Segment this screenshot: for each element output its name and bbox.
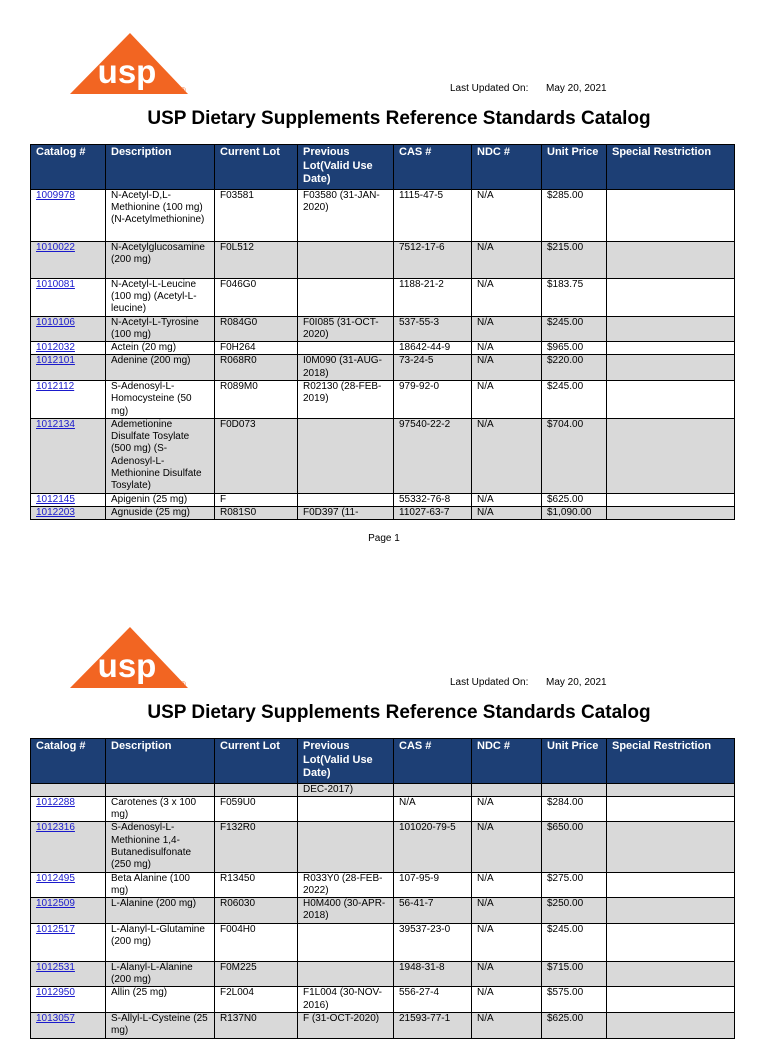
last-updated-label: Last Updated On: bbox=[450, 677, 529, 688]
page-title: USP Dietary Supplements Reference Standards Catalog bbox=[147, 702, 651, 723]
col-description: Description bbox=[106, 739, 215, 784]
catalog-cell bbox=[31, 796, 106, 822]
table-row bbox=[31, 872, 735, 898]
catalog-link[interactable]: 1010022 bbox=[36, 241, 75, 253]
restriction-cell bbox=[607, 872, 735, 898]
catalog-link[interactable]: 1012531 bbox=[36, 961, 75, 973]
description-cell: L-Alanyl-L-Glutamine (200 mg) bbox=[106, 923, 215, 961]
current-lot-cell: R13450 bbox=[215, 872, 298, 898]
ndc-cell: N/A bbox=[472, 241, 542, 278]
table-row bbox=[31, 987, 735, 1013]
cas-cell: 1188-21-2 bbox=[394, 278, 472, 316]
registered-mark: ® bbox=[180, 680, 186, 689]
current-lot-cell: F0D073 bbox=[215, 418, 298, 493]
col-cas: CAS # bbox=[394, 145, 472, 190]
col-description: Description bbox=[106, 145, 215, 190]
table-row bbox=[31, 1012, 735, 1038]
current-lot-cell: R084G0 bbox=[215, 316, 298, 342]
catalog-link[interactable]: 1012101 bbox=[36, 355, 75, 367]
ndc-cell: N/A bbox=[472, 961, 542, 987]
previous-lot-cell bbox=[298, 796, 394, 822]
catalog-cell bbox=[31, 923, 106, 961]
current-lot-cell: R081S0 bbox=[215, 507, 298, 520]
catalog-link[interactable]: 1013057 bbox=[36, 1012, 75, 1024]
description-cell: N-Acetylglucosamine (200 mg) bbox=[106, 241, 215, 278]
catalog-link[interactable]: 1012517 bbox=[36, 923, 75, 935]
table-row bbox=[31, 961, 735, 987]
price-cell: $245.00 bbox=[542, 380, 607, 418]
price-cell: $715.00 bbox=[542, 961, 607, 987]
cas-cell: 107-95-9 bbox=[394, 872, 472, 898]
last-updated-date: May 20, 2021 bbox=[546, 83, 607, 94]
catalog-cell bbox=[31, 872, 106, 898]
previous-lot-cell: R033Y0 (28-FEB-2022) bbox=[298, 872, 394, 898]
catalog-link[interactable]: 1009978 bbox=[36, 189, 75, 201]
catalog-link[interactable]: 1012509 bbox=[36, 898, 75, 910]
catalog-cell bbox=[31, 961, 106, 987]
ndc-cell: N/A bbox=[472, 872, 542, 898]
description-cell: Apigenin (25 mg) bbox=[106, 493, 215, 506]
col-unit-price: Unit Price bbox=[542, 145, 607, 190]
ndc-cell: N/A bbox=[472, 418, 542, 493]
price-cell: $650.00 bbox=[542, 822, 607, 872]
cas-cell: 73-24-5 bbox=[394, 355, 472, 381]
price-cell: $220.00 bbox=[542, 355, 607, 381]
price-cell: $284.00 bbox=[542, 796, 607, 822]
description-cell: S-Allyl-L-Cysteine (25 mg) bbox=[106, 1012, 215, 1038]
previous-lot-cell bbox=[298, 923, 394, 961]
col-cas: CAS # bbox=[394, 739, 472, 784]
catalog-table bbox=[30, 738, 735, 1039]
catalog-cell bbox=[31, 783, 106, 796]
ndc-cell: N/A bbox=[472, 189, 542, 241]
table-row bbox=[31, 822, 735, 872]
current-lot-cell: R068R0 bbox=[215, 355, 298, 381]
description-cell: Actein (20 mg) bbox=[106, 342, 215, 355]
col-ndc: NDC # bbox=[472, 739, 542, 784]
cas-cell: 537-55-3 bbox=[394, 316, 472, 342]
ndc-cell: N/A bbox=[472, 987, 542, 1013]
price-cell: $275.00 bbox=[542, 872, 607, 898]
price-cell: $215.00 bbox=[542, 241, 607, 278]
catalog-link[interactable]: 1010106 bbox=[36, 316, 75, 328]
ndc-cell: N/A bbox=[472, 493, 542, 506]
price-cell: $625.00 bbox=[542, 1012, 607, 1038]
catalog-link[interactable]: 1012203 bbox=[36, 507, 75, 519]
catalog-link[interactable]: 1012032 bbox=[36, 342, 75, 354]
col-catalog: Catalog # bbox=[31, 145, 106, 190]
restriction-cell bbox=[607, 822, 735, 872]
previous-lot-cell: F03580 (31-JAN-2020) bbox=[298, 189, 394, 241]
cas-cell: 21593-77-1 bbox=[394, 1012, 472, 1038]
restriction-cell bbox=[607, 961, 735, 987]
price-cell bbox=[542, 783, 607, 796]
price-cell: $245.00 bbox=[542, 923, 607, 961]
catalog-cell bbox=[31, 822, 106, 872]
price-cell: $575.00 bbox=[542, 987, 607, 1013]
col-ndc: NDC # bbox=[472, 145, 542, 190]
cas-cell: 1948-31-8 bbox=[394, 961, 472, 987]
current-lot-cell: F132R0 bbox=[215, 822, 298, 872]
catalog-link[interactable]: 1012495 bbox=[36, 872, 75, 884]
col-catalog: Catalog # bbox=[31, 739, 106, 784]
ndc-cell: N/A bbox=[472, 796, 542, 822]
description-cell: L-Alanyl-L-Alanine (200 mg) bbox=[106, 961, 215, 987]
restriction-cell bbox=[607, 923, 735, 961]
current-lot-cell bbox=[215, 783, 298, 796]
price-cell: $250.00 bbox=[542, 898, 607, 924]
ndc-cell: N/A bbox=[472, 380, 542, 418]
description-cell: Adenine (200 mg) bbox=[106, 355, 215, 381]
price-cell: $183.75 bbox=[542, 278, 607, 316]
table-row bbox=[31, 796, 735, 822]
previous-lot-cell: F1L004 (30-NOV-2016) bbox=[298, 987, 394, 1013]
description-cell: Allin (25 mg) bbox=[106, 987, 215, 1013]
col-current-lot: Current Lot bbox=[215, 145, 298, 190]
description-cell: N-Acetyl-D,L-Methionine (100 mg) (N-Acetylmethionine) bbox=[106, 189, 215, 241]
cas-cell: 39537-23-0 bbox=[394, 923, 472, 961]
restriction-cell bbox=[607, 1012, 735, 1038]
current-lot-cell: F0M225 bbox=[215, 961, 298, 987]
current-lot-cell: F2L004 bbox=[215, 987, 298, 1013]
current-lot-cell: F004H0 bbox=[215, 923, 298, 961]
cas-cell bbox=[394, 783, 472, 796]
previous-lot-cell: F0D397 (11- bbox=[298, 507, 394, 520]
ndc-cell: N/A bbox=[472, 342, 542, 355]
restriction-cell bbox=[607, 796, 735, 822]
ndc-cell: N/A bbox=[472, 278, 542, 316]
description-cell: S-Adenosyl-L-Methionine 1,4-Butanedisulfonate (250 mg) bbox=[106, 822, 215, 872]
cas-cell: 56-41-7 bbox=[394, 898, 472, 924]
catalog-link[interactable]: 1012112 bbox=[36, 380, 75, 392]
price-cell: $704.00 bbox=[542, 418, 607, 493]
description-cell: L-Alanine (200 mg) bbox=[106, 898, 215, 924]
catalog-link[interactable]: 1010081 bbox=[36, 278, 75, 290]
cas-cell: 55332-76-8 bbox=[394, 493, 472, 506]
page-title: USP Dietary Supplements Reference Standards Catalog bbox=[147, 108, 651, 129]
col-special-restriction: Special Restriction bbox=[607, 145, 735, 190]
cas-cell: 979-92-0 bbox=[394, 380, 472, 418]
table-header-row bbox=[31, 739, 735, 784]
restriction-cell bbox=[607, 783, 735, 796]
price-cell: $625.00 bbox=[542, 493, 607, 506]
col-special-restriction: Special Restriction bbox=[607, 739, 735, 784]
current-lot-cell: F059U0 bbox=[215, 796, 298, 822]
col-unit-price: Unit Price bbox=[542, 739, 607, 784]
last-updated bbox=[450, 677, 607, 688]
col-current-lot: Current Lot bbox=[215, 739, 298, 784]
previous-lot-cell bbox=[298, 822, 394, 872]
cas-cell: 11027-63-7 bbox=[394, 507, 472, 520]
current-lot-cell: F0H264 bbox=[215, 342, 298, 355]
ndc-cell: N/A bbox=[472, 923, 542, 961]
current-lot-cell: R137N0 bbox=[215, 1012, 298, 1038]
previous-lot-cell: F0I085 (31-OCT-2020) bbox=[298, 316, 394, 342]
previous-lot-cell bbox=[298, 961, 394, 987]
previous-lot-cell: F (31-OCT-2020) bbox=[298, 1012, 394, 1038]
restriction-cell bbox=[607, 987, 735, 1013]
catalog-link[interactable]: 1012145 bbox=[36, 493, 75, 505]
current-lot-cell: F046G0 bbox=[215, 278, 298, 316]
cas-cell: 97540-22-2 bbox=[394, 418, 472, 493]
current-lot-cell: F0L512 bbox=[215, 241, 298, 278]
ndc-cell: N/A bbox=[472, 507, 542, 520]
previous-lot-cell: H0M400 (30-APR-2018) bbox=[298, 898, 394, 924]
description-cell bbox=[106, 783, 215, 796]
ndc-cell: N/A bbox=[472, 1012, 542, 1038]
description-cell: S-Adenosyl-L-Homocysteine (50 mg) bbox=[106, 380, 215, 418]
price-cell: $1,090.00 bbox=[542, 507, 607, 520]
last-updated-date: May 20, 2021 bbox=[546, 677, 607, 688]
description-cell: N-Acetyl-L-Tyrosine (100 mg) bbox=[106, 316, 215, 342]
catalog-link[interactable]: 1012316 bbox=[36, 822, 75, 834]
cas-cell: 1115-47-5 bbox=[394, 189, 472, 241]
price-cell: $965.00 bbox=[542, 342, 607, 355]
ndc-cell: N/A bbox=[472, 822, 542, 872]
catalog-link[interactable]: 1012288 bbox=[36, 796, 75, 808]
table-row bbox=[31, 783, 735, 796]
description-cell: Ademetionine Disulfate Tosylate (500 mg) (S-Adenosyl-L-Methionine Disulfate Tosylate) bbox=[106, 418, 215, 493]
previous-lot-cell: R02130 (28-FEB-2019) bbox=[298, 380, 394, 418]
registered-mark: ® bbox=[180, 86, 186, 95]
cas-cell: 18642-44-9 bbox=[394, 342, 472, 355]
description-cell: Carotenes (3 x 100 mg) bbox=[106, 796, 215, 822]
cas-cell: N/A bbox=[394, 796, 472, 822]
cas-cell: 101020-79-5 bbox=[394, 822, 472, 872]
current-lot-cell: R06030 bbox=[215, 898, 298, 924]
ndc-cell bbox=[472, 783, 542, 796]
cas-cell: 556-27-4 bbox=[394, 987, 472, 1013]
current-lot-cell: R089M0 bbox=[215, 380, 298, 418]
price-cell: $245.00 bbox=[542, 316, 607, 342]
description-cell: Beta Alanine (100 mg) bbox=[106, 872, 215, 898]
catalog-cell bbox=[31, 1012, 106, 1038]
ndc-cell: N/A bbox=[472, 898, 542, 924]
last-updated-label: Last Updated On: bbox=[450, 83, 529, 94]
current-lot-cell: F bbox=[215, 493, 298, 506]
usp-logo bbox=[70, 627, 188, 689]
col-previous-lot: Previous Lot(Valid Use Date) bbox=[298, 145, 394, 190]
logo-text: usp bbox=[97, 53, 157, 90]
ndc-cell: N/A bbox=[472, 316, 542, 342]
logo-text: usp bbox=[97, 647, 157, 684]
price-cell: $285.00 bbox=[542, 189, 607, 241]
description-cell: N-Acetyl-L-Leucine (100 mg) (Acetyl-L-leucine) bbox=[106, 278, 215, 316]
catalog-cell bbox=[31, 898, 106, 924]
restriction-cell bbox=[607, 898, 735, 924]
table-row bbox=[31, 923, 735, 961]
table-row bbox=[31, 898, 735, 924]
catalog-link[interactable]: 1012134 bbox=[36, 418, 75, 430]
previous-lot-cell: I0M090 (31-AUG-2018) bbox=[298, 355, 394, 381]
ndc-cell: N/A bbox=[472, 355, 542, 381]
cas-cell: 7512-17-6 bbox=[394, 241, 472, 278]
page-number: Page 1 bbox=[368, 533, 400, 544]
col-previous-lot: Previous Lot(Valid Use Date) bbox=[298, 739, 394, 784]
previous-lot-cell: DEC-2017) bbox=[298, 783, 394, 796]
catalog-cell bbox=[31, 987, 106, 1013]
catalog-link[interactable]: 1012950 bbox=[36, 987, 75, 999]
current-lot-cell: F03581 bbox=[215, 189, 298, 241]
description-cell: Agnuside (25 mg) bbox=[106, 507, 215, 520]
